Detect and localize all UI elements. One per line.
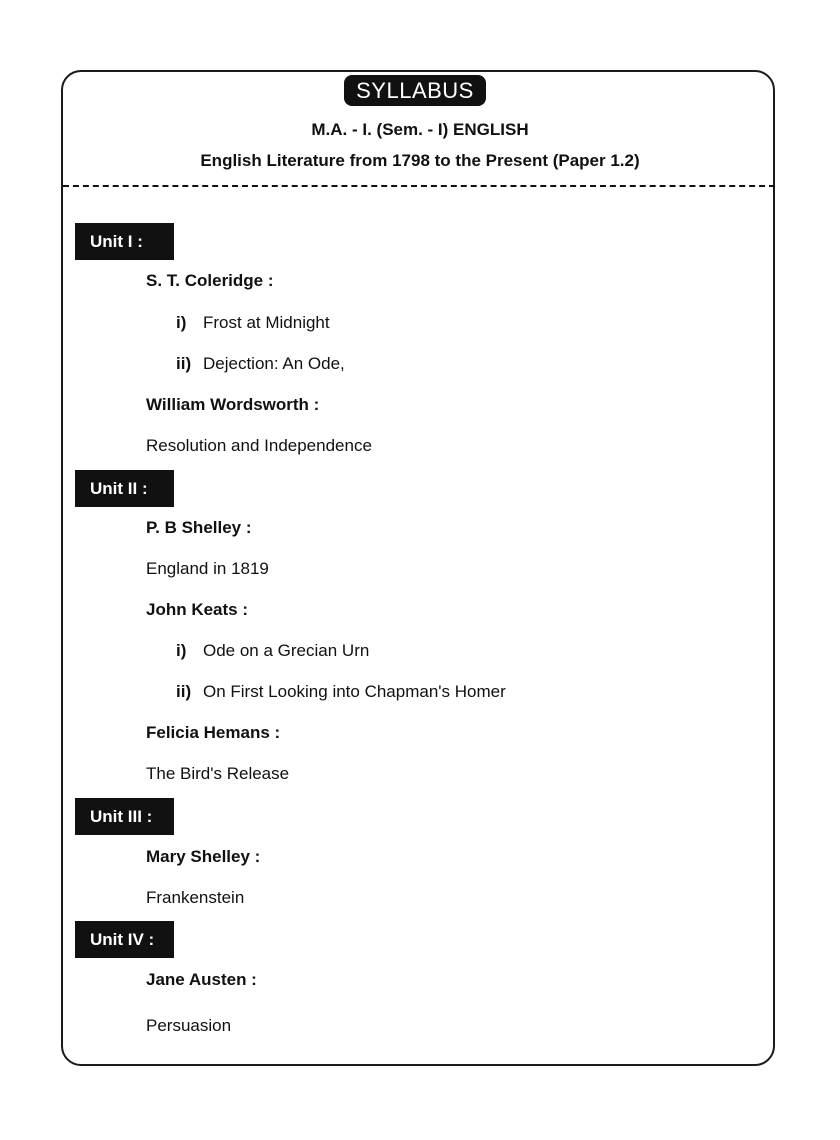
work-frankenstein: Frankenstein xyxy=(146,888,245,907)
work-england-1819: England in 1819 xyxy=(146,559,269,578)
syllabus-badge: SYLLABUS xyxy=(344,75,486,106)
work-resolution: Resolution and Independence xyxy=(146,436,372,455)
work-birds-release: The Bird's Release xyxy=(146,764,290,783)
item-number: i) xyxy=(176,641,187,660)
item-number: ii) xyxy=(176,354,192,373)
author-austen: Jane Austen : xyxy=(146,970,257,989)
work-frost-at-midnight: Frost at Midnight xyxy=(203,313,330,332)
item-number: ii) xyxy=(176,682,192,701)
unit-4-label: Unit IV : xyxy=(75,921,174,958)
author-coleridge: S. T. Coleridge : xyxy=(146,271,274,290)
author-pb-shelley: P. B Shelley : xyxy=(146,518,252,537)
course-title: M.A. - I. (Sem. - I) ENGLISH xyxy=(311,120,529,139)
author-hemans: Felicia Hemans : xyxy=(146,723,281,742)
dashed-divider xyxy=(63,185,775,187)
work-chapmans-homer: On First Looking into Chapman's Homer xyxy=(203,682,506,701)
work-persuasion: Persuasion xyxy=(146,1016,232,1035)
item-number: i) xyxy=(176,313,187,332)
author-mary-shelley: Mary Shelley : xyxy=(146,847,261,866)
work-dejection: Dejection: An Ode, xyxy=(203,354,345,373)
work-grecian-urn: Ode on a Grecian Urn xyxy=(203,641,370,660)
author-keats: John Keats : xyxy=(146,600,249,619)
unit-1-label: Unit I : xyxy=(75,223,174,260)
unit-2-label: Unit II : xyxy=(75,470,174,507)
unit-3-label: Unit III : xyxy=(75,798,174,835)
author-wordsworth: William Wordsworth : xyxy=(146,395,320,414)
paper-title: English Literature from 1798 to the Present (Paper 1.2) xyxy=(200,151,640,170)
